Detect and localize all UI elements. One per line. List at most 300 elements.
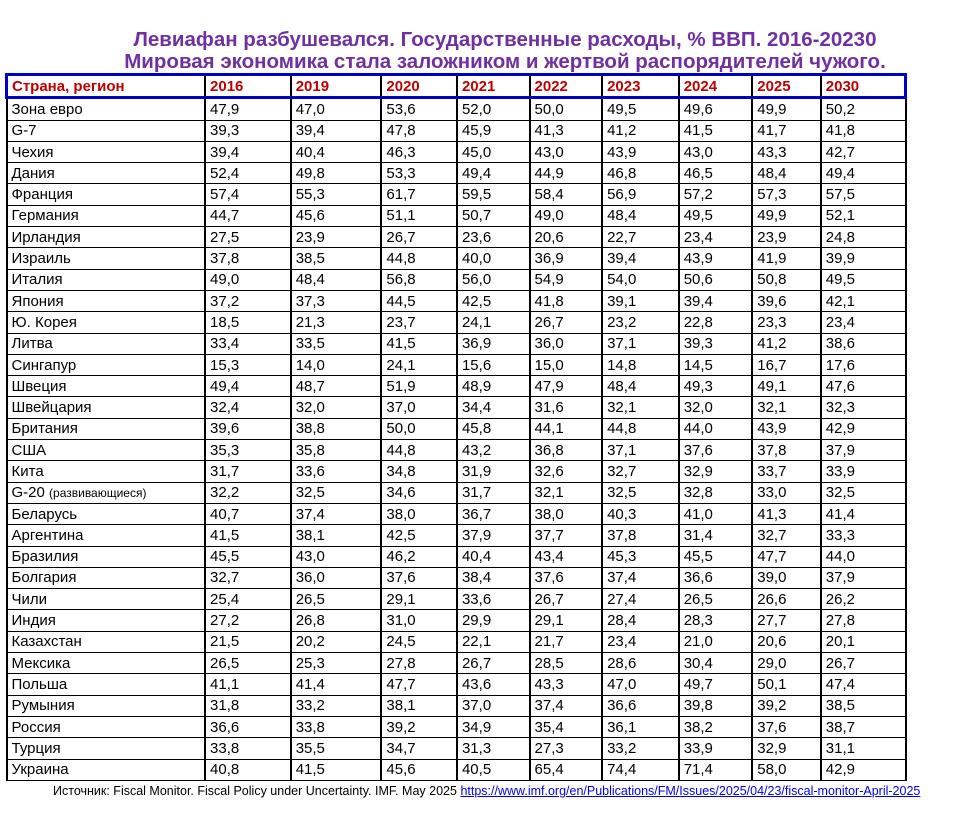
table-row: [7, 397, 906, 418]
row-label: [7, 716, 206, 737]
table-cell-value: 41,5: [291, 759, 382, 780]
table-row: [7, 738, 906, 759]
table-cell-value: 37,3: [291, 290, 382, 311]
table-cell-value: 38,6: [821, 333, 906, 354]
table-cell-value: 28,3: [679, 610, 753, 631]
header-row: [7, 75, 906, 98]
table-cell-value: 53,6: [381, 98, 457, 120]
table-cell-value: 49,4: [457, 163, 530, 184]
row-label: [7, 461, 206, 482]
table-cell-value: 33,8: [291, 716, 382, 737]
source-note: [53, 784, 953, 799]
table-cell-value: 37,4: [291, 503, 382, 524]
column-header-year: 2021: [457, 75, 530, 98]
row-label-text: Ю. Корея: [11, 313, 77, 331]
table-cell-value: 31,4: [679, 525, 753, 546]
table-cell-value: 26,7: [530, 312, 603, 333]
row-label-text: G-20: [11, 484, 45, 502]
row-label: [7, 567, 206, 588]
table-cell-value: 49,8: [291, 163, 382, 184]
table-cell-value: 50,1: [752, 674, 821, 695]
table-cell-value: 42,1: [821, 290, 906, 311]
table-cell-value: 41,0: [679, 503, 753, 524]
table-cell-value: 39,3: [679, 333, 753, 354]
table-cell-value: 22,1: [457, 631, 530, 652]
table-cell-value: 41,2: [602, 120, 679, 141]
table-row: [7, 163, 906, 184]
table-cell-value: 33,6: [291, 461, 382, 482]
table-cell-value: 45,6: [381, 759, 457, 780]
table-cell-value: 43,0: [291, 546, 382, 567]
table-cell-value: 31,7: [205, 461, 291, 482]
table-cell-value: 38,0: [381, 503, 457, 524]
table-cell-value: 49,4: [205, 376, 291, 397]
table-cell-value: 36,9: [457, 333, 530, 354]
table-cell-value: 39,4: [679, 290, 753, 311]
row-label: [7, 695, 206, 716]
row-label: [7, 333, 206, 354]
title-line-2: Мировая экономика стала заложником и жертвой распорядителей чужого.: [124, 50, 886, 73]
table-row: [7, 248, 906, 269]
table-cell-value: 14,0: [291, 354, 382, 375]
row-label-text: Британия: [11, 420, 78, 438]
table-cell-value: 38,2: [679, 716, 753, 737]
table-cell-value: 49,7: [679, 674, 753, 695]
row-label-text: Румыния: [11, 697, 75, 715]
table-cell-value: 45,0: [457, 141, 530, 162]
table-cell-value: 31,3: [457, 738, 530, 759]
table-cell-value: 54,0: [602, 269, 679, 290]
row-label-text: Россия: [11, 718, 61, 736]
table-cell-value: 42,5: [381, 525, 457, 546]
table-cell-value: 18,5: [205, 312, 291, 333]
row-label-text: Польша: [11, 675, 68, 693]
table-cell-value: 24,8: [821, 227, 906, 248]
table-cell-value: 24,5: [381, 631, 457, 652]
table-cell-value: 35,4: [530, 716, 603, 737]
table-cell-value: 26,7: [530, 589, 603, 610]
row-label: [7, 354, 206, 375]
table-cell-value: 52,0: [457, 98, 530, 120]
table-cell-value: 36,7: [457, 503, 530, 524]
column-header-year: 2019: [291, 75, 382, 98]
row-label-text: Чехия: [11, 143, 54, 161]
column-header-year: 2022: [530, 75, 603, 98]
table-cell-value: 39,0: [752, 567, 821, 588]
table-cell-value: 41,1: [205, 674, 291, 695]
table-row: [7, 610, 906, 631]
row-label-text: Беларусь: [11, 505, 78, 523]
row-label: [7, 653, 206, 674]
row-label-text: G-7: [11, 122, 37, 140]
table-cell-value: 49,5: [679, 205, 753, 226]
row-label-text: Бразилия: [11, 548, 79, 566]
column-header-country: Страна, регион: [7, 75, 206, 98]
table-cell-value: 37,8: [752, 440, 821, 461]
table-cell-value: 40,3: [602, 503, 679, 524]
row-label: [7, 674, 206, 695]
table-cell-value: 43,0: [679, 141, 753, 162]
table-cell-value: 32,5: [821, 482, 906, 503]
row-label-text: Мексика: [11, 654, 71, 672]
table-cell-value: 35,5: [291, 738, 382, 759]
table-cell-value: 43,9: [679, 248, 753, 269]
table-cell-value: 23,9: [752, 227, 821, 248]
title-line-1: Левиафан разбушевался. Государственные расходы, % ВВП. 2016-20230: [133, 28, 877, 51]
table-cell-value: 34,6: [381, 482, 457, 503]
table-cell-value: 26,5: [679, 589, 753, 610]
row-label: [7, 759, 206, 780]
table-cell-value: 46,5: [679, 163, 753, 184]
table-cell-value: 37,8: [205, 248, 291, 269]
table-cell-value: 45,9: [457, 120, 530, 141]
table-cell-value: 41,4: [291, 674, 382, 695]
table-cell-value: 37,0: [381, 397, 457, 418]
column-header-year: 2024: [679, 75, 753, 98]
table-cell-value: 21,3: [291, 312, 382, 333]
table-cell-value: 15,0: [530, 354, 603, 375]
row-label-text: Италия: [11, 271, 63, 289]
table-cell-value: 31,9: [457, 461, 530, 482]
table-cell-value: 45,3: [602, 546, 679, 567]
table-cell-value: 35,3: [205, 440, 291, 461]
table-cell-value: 15,3: [205, 354, 291, 375]
table-cell-value: 36,6: [679, 567, 753, 588]
table-cell-value: 58,4: [530, 184, 603, 205]
table-cell-value: 26,8: [291, 610, 382, 631]
row-label-text: Швеция: [11, 377, 67, 395]
table-cell-value: 34,7: [381, 738, 457, 759]
table-cell-value: 25,3: [291, 653, 382, 674]
table-cell-value: 37,4: [602, 567, 679, 588]
table-cell-value: 34,4: [457, 397, 530, 418]
table-cell-value: 39,4: [205, 141, 291, 162]
table-cell-value: 27,4: [602, 589, 679, 610]
table-cell-value: 36,8: [530, 440, 603, 461]
table-cell-value: 32,1: [752, 397, 821, 418]
table-cell-value: 23,4: [602, 631, 679, 652]
table-cell-value: 41,8: [530, 290, 603, 311]
table-cell-value: 26,7: [381, 227, 457, 248]
row-label-text: Украина: [11, 761, 69, 779]
table-row: [7, 312, 906, 333]
table-row: [7, 482, 906, 503]
table-cell-value: 37,6: [679, 440, 753, 461]
table-cell-value: 37,1: [602, 333, 679, 354]
table-cell-value: 49,1: [752, 376, 821, 397]
table-cell-value: 39,6: [752, 290, 821, 311]
table-cell-value: 58,0: [752, 759, 821, 780]
table-cell-value: 41,4: [821, 503, 906, 524]
table-cell-value: 43,6: [457, 674, 530, 695]
column-header-year: 2020: [381, 75, 457, 98]
table-cell-value: 43,0: [530, 141, 603, 162]
table-cell-value: 26,5: [291, 589, 382, 610]
row-label-text: Ирландия: [11, 228, 81, 246]
table-cell-value: 32,5: [602, 482, 679, 503]
row-label-text: Кита: [11, 462, 44, 480]
table-cell-value: 21,7: [530, 631, 603, 652]
table-cell-value: 50,7: [457, 205, 530, 226]
row-label: [7, 120, 206, 141]
table-cell-value: 20,1: [821, 631, 906, 652]
table-cell-value: 23,3: [752, 312, 821, 333]
table-row: [7, 290, 906, 311]
table-cell-value: 33,6: [457, 589, 530, 610]
row-label: [7, 290, 206, 311]
table-cell-value: 43,9: [602, 141, 679, 162]
table-cell-value: 27,8: [821, 610, 906, 631]
table-cell-value: 50,0: [381, 418, 457, 439]
table-cell-value: 38,1: [291, 525, 382, 546]
row-label: [7, 482, 206, 503]
table-row: [7, 333, 906, 354]
table-cell-value: 47,9: [530, 376, 603, 397]
table-cell-value: 47,6: [821, 376, 906, 397]
table-cell-value: 31,6: [530, 397, 603, 418]
row-label: [7, 546, 206, 567]
table-cell-value: 31,1: [821, 738, 906, 759]
table-cell-value: 28,5: [530, 653, 603, 674]
table-cell-value: 37,0: [457, 695, 530, 716]
table-cell-value: 38,8: [291, 418, 382, 439]
table-cell-value: 37,8: [602, 525, 679, 546]
table-cell-value: 40,5: [457, 759, 530, 780]
table-cell-value: 49,6: [679, 98, 753, 120]
table-cell-value: 23,2: [602, 312, 679, 333]
table-cell-value: 26,2: [821, 589, 906, 610]
data-table: [5, 73, 907, 781]
row-label: [7, 141, 206, 162]
table-row: [7, 503, 906, 524]
table-cell-value: 56,9: [602, 184, 679, 205]
table-cell-value: 37,6: [530, 567, 603, 588]
table-cell-value: 39,4: [602, 248, 679, 269]
table-cell-value: 32,0: [679, 397, 753, 418]
table-row: [7, 269, 906, 290]
table-cell-value: 47,8: [381, 120, 457, 141]
table-cell-value: 27,5: [205, 227, 291, 248]
table-cell-value: 38,5: [291, 248, 382, 269]
row-label-text: Индия: [11, 612, 56, 630]
table-cell-value: 46,3: [381, 141, 457, 162]
table-cell-value: 43,4: [530, 546, 603, 567]
table-cell-value: 32,7: [602, 461, 679, 482]
row-label: [7, 418, 206, 439]
table-cell-value: 45,8: [457, 418, 530, 439]
table-cell-value: 43,3: [752, 141, 821, 162]
table-cell-value: 32,2: [205, 482, 291, 503]
table-row: [7, 205, 906, 226]
row-label: [7, 397, 206, 418]
table-cell-value: 38,1: [381, 695, 457, 716]
table-cell-value: 44,1: [530, 418, 603, 439]
table-cell-value: 48,4: [291, 269, 382, 290]
table-cell-value: 47,4: [821, 674, 906, 695]
table-cell-value: 36,0: [530, 333, 603, 354]
table-cell-value: 44,0: [679, 418, 753, 439]
column-header-year: 2016: [205, 75, 291, 98]
table-cell-value: 48,4: [602, 205, 679, 226]
table-row: [7, 184, 906, 205]
table-cell-value: 49,5: [821, 269, 906, 290]
source-link[interactable]: https://www.imf.org/en/Publications/FM/Issues/2025/04/23/fiscal-monitor-April-2025: [460, 784, 921, 798]
table-row: [7, 98, 906, 120]
table-cell-value: 41,5: [381, 333, 457, 354]
row-label: [7, 376, 206, 397]
row-label-text: Франция: [11, 186, 73, 204]
table-row: [7, 461, 906, 482]
row-label: [7, 589, 206, 610]
table-cell-value: 31,8: [205, 695, 291, 716]
table-row: [7, 227, 906, 248]
table-cell-value: 50,8: [752, 269, 821, 290]
table-cell-value: 49,4: [821, 163, 906, 184]
table-cell-value: 37,6: [752, 716, 821, 737]
table-cell-value: 23,6: [457, 227, 530, 248]
table-cell-value: 49,5: [602, 98, 679, 120]
table-cell-value: 14,5: [679, 354, 753, 375]
row-label: [7, 227, 206, 248]
table-cell-value: 41,2: [752, 333, 821, 354]
table-cell-value: 21,5: [205, 631, 291, 652]
table-cell-value: 28,6: [602, 653, 679, 674]
table-cell-value: 37,7: [530, 525, 603, 546]
column-header-year: 2030: [821, 75, 906, 98]
table-cell-value: 38,5: [821, 695, 906, 716]
row-label: [7, 440, 206, 461]
table-cell-value: 43,9: [752, 418, 821, 439]
table-cell-value: 40,4: [457, 546, 530, 567]
table-cell-value: 50,0: [530, 98, 603, 120]
table-cell-value: 23,7: [381, 312, 457, 333]
table-cell-value: 44,9: [530, 163, 603, 184]
table-cell-value: 42,7: [821, 141, 906, 162]
table-cell-value: 32,1: [530, 482, 603, 503]
row-label: [7, 503, 206, 524]
table-row: [7, 354, 906, 375]
table-cell-value: 39,1: [602, 290, 679, 311]
row-label: [7, 269, 206, 290]
row-label: [7, 525, 206, 546]
table-cell-value: 23,4: [679, 227, 753, 248]
table-row: [7, 418, 906, 439]
table-cell-value: 48,9: [457, 376, 530, 397]
table-cell-value: 39,6: [205, 418, 291, 439]
table-row: [7, 376, 906, 397]
table-cell-value: 45,5: [679, 546, 753, 567]
table-cell-value: 24,1: [457, 312, 530, 333]
table-cell-value: 41,7: [752, 120, 821, 141]
table-cell-value: 40,0: [457, 248, 530, 269]
table-row: [7, 440, 906, 461]
table-cell-value: 32,9: [679, 461, 753, 482]
table-row: [7, 631, 906, 652]
table-cell-value: 29,9: [457, 610, 530, 631]
row-label: [7, 631, 206, 652]
table-row: [7, 759, 906, 780]
table-cell-value: 49,9: [752, 98, 821, 120]
table-cell-value: 41,3: [752, 503, 821, 524]
row-label-text: Болгария: [11, 569, 77, 587]
table-cell-value: 39,3: [205, 120, 291, 141]
table-cell-value: 44,5: [381, 290, 457, 311]
row-label-text: США: [11, 441, 47, 459]
table-cell-value: 21,0: [679, 631, 753, 652]
table-cell-value: 47,7: [381, 674, 457, 695]
row-label-text: Аргентина: [11, 526, 84, 544]
table-cell-value: 26,7: [821, 653, 906, 674]
table-cell-value: 37,9: [821, 440, 906, 461]
table-cell-value: 55,3: [291, 184, 382, 205]
row-label: [7, 610, 206, 631]
table-cell-value: 47,9: [205, 98, 291, 120]
table-cell-value: 61,7: [381, 184, 457, 205]
table-cell-value: 45,6: [291, 205, 382, 226]
table-cell-value: 52,1: [821, 205, 906, 226]
table-cell-value: 33,3: [821, 525, 906, 546]
table-cell-value: 24,1: [381, 354, 457, 375]
table-cell-value: 37,9: [457, 525, 530, 546]
table-cell-value: 26,7: [457, 653, 530, 674]
table-cell-value: 32,4: [205, 397, 291, 418]
table-cell-value: 14,8: [602, 354, 679, 375]
table-cell-value: 35,8: [291, 440, 382, 461]
table-cell-value: 39,4: [291, 120, 382, 141]
table-cell-value: 51,1: [381, 205, 457, 226]
table-cell-value: 49,3: [679, 376, 753, 397]
table-cell-value: 40,7: [205, 503, 291, 524]
table-cell-value: 32,3: [821, 397, 906, 418]
table-cell-value: 27,7: [752, 610, 821, 631]
table-cell-value: 41,9: [752, 248, 821, 269]
table-cell-value: 49,0: [530, 205, 603, 226]
row-label: [7, 98, 206, 120]
table-cell-value: 22,8: [679, 312, 753, 333]
table-cell-value: 23,4: [821, 312, 906, 333]
row-label-text: Германия: [11, 207, 79, 225]
table-cell-value: 44,8: [381, 440, 457, 461]
row-label-text: Дания: [11, 164, 55, 182]
table-cell-value: 71,4: [679, 759, 753, 780]
table-cell-value: 16,7: [752, 354, 821, 375]
table-cell-value: 53,3: [381, 163, 457, 184]
table-cell-value: 33,8: [205, 738, 291, 759]
table-cell-value: 33,9: [679, 738, 753, 759]
row-label-text: Израиль: [11, 250, 71, 268]
table-cell-value: 32,8: [679, 482, 753, 503]
table-cell-value: 59,5: [457, 184, 530, 205]
table-cell-value: 26,5: [205, 653, 291, 674]
table-cell-value: 39,9: [821, 248, 906, 269]
table-cell-value: 29,1: [530, 610, 603, 631]
table-cell-value: 38,7: [821, 716, 906, 737]
row-label: [7, 312, 206, 333]
table-cell-value: 22,7: [602, 227, 679, 248]
table-cell-value: 33,9: [821, 461, 906, 482]
table-cell-value: 30,4: [679, 653, 753, 674]
table-cell-value: 43,3: [530, 674, 603, 695]
table-cell-value: 33,2: [291, 695, 382, 716]
row-label: [7, 205, 206, 226]
table-cell-value: 26,6: [752, 589, 821, 610]
table-cell-value: 49,9: [752, 205, 821, 226]
table-cell-value: 36,6: [602, 695, 679, 716]
table-cell-value: 37,6: [381, 567, 457, 588]
table-cell-value: 33,2: [602, 738, 679, 759]
table-cell-value: 27,2: [205, 610, 291, 631]
table-cell-value: 29,1: [381, 589, 457, 610]
